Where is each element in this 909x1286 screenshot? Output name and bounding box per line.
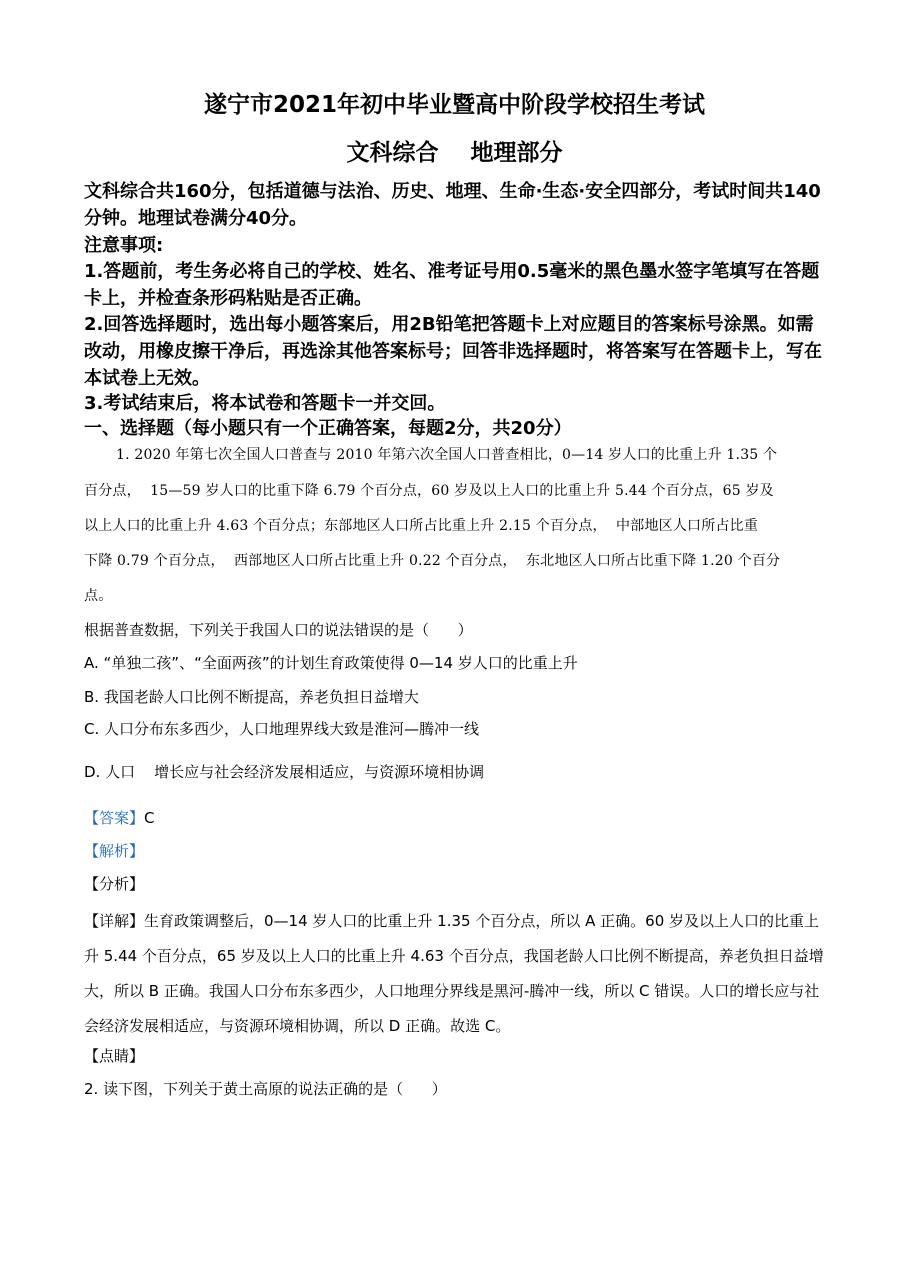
passage-line: 1. 2020 年第七次全国人口普查与 2010 年第六次全国人口普查相比，0—14 岁人口的比重上升 1.35 个 — [116, 447, 778, 463]
note-item-3: 3.考试结束后，将本试卷和答题卡一并交回。 — [84, 393, 446, 414]
notes-heading: 注意事项: — [84, 235, 164, 256]
detail-text: 生育政策调整后，0—14 岁人口的比重上升 1.35 个百分点，所以 A 正确。60 岁及以上人口的比重上升 5.44 个百分点，65 岁及以上人口的比重上升 4.63 个百分点，我国老龄人口比例不断提高，养老负担日益增大，所以 B 正确。我国人口分布东多西少，人口地理分界线是黑河-腾冲一线，所以 C 错误。人口的增长应与社会经济发展相适应，与资源环境相协调，所以 D 正确。故选 C。 — [84, 912, 824, 1035]
exam-title: 遂宁市2021年初中毕业暨高中阶段学校招生考试 — [203, 92, 705, 118]
note-item-2: 2.回答选择题时，选出每小题答案后，用2B铅笔把答题卡上对应题目的答案标号涂黑。如需改动，用橡皮擦干净后，再选涂其他答案标号；回答非选择题时，将答案写在答题卡上，写在本试卷上无效。 — [84, 314, 822, 389]
exam-subtitle: 文科综合 地理部分 — [346, 140, 563, 166]
passage-line: 下降 0.79 个百分点， 西部地区人口所占比重上升 0.22 个百分点， 东北地区人口所占比重下降 1.20 个百分 — [84, 553, 781, 569]
answer-label: 【答案】 — [84, 809, 145, 827]
analysis-label: 【解析】 — [84, 842, 145, 860]
fenxi-label: 【分析】 — [84, 875, 145, 893]
passage-line: 百分点， 15—59 岁人口的比重下降 6.79 个百分点，60 岁及以上人口的比重上升 5.44 个百分点，65 岁及 — [84, 483, 774, 499]
intro-text: 文科综合共160分，包括道德与法治、历史、地理、生命·生态·安全四部分，考试时间共140分钟。地理试卷满分40分。 — [84, 181, 821, 229]
answer-value: C — [144, 809, 155, 827]
passage-line: 点。 — [84, 588, 113, 604]
question-2-stem: 2. 读下图，下列关于黄土高原的说法正确的是（ ） — [84, 1080, 447, 1098]
option-c: C. 人口分布东多西少，人口地理界线大致是淮河—腾冲一线 — [84, 720, 480, 738]
answer-row — [84, 807, 155, 828]
option-b: B. 我国老龄人口比例不断提高，养老负担日益增大 — [84, 688, 419, 706]
detail-paragraph — [84, 904, 829, 1044]
dianjing-label: 【点睛】 — [84, 1047, 145, 1065]
section-heading: 一、选择题（每小题只有一个正确答案，每题2分，共20分） — [84, 418, 572, 439]
option-a: A. “单独二孩”、“全面两孩”的计划生育政策使得 0—14 岁人口的比重上升 — [84, 654, 578, 672]
detail-label: 【详解】 — [84, 912, 145, 930]
note-item-1: 1.答题前，考生务必将自己的学校、姓名、准考证号用0.5毫米的黑色墨水签字笔填写在答题卡上，并检查条形码粘贴是否正确。 — [84, 261, 820, 309]
passage-line: 以上人口的比重上升 4.63 个百分点；东部地区人口所占比重上升 2.15 个百分点， 中部地区人口所占比重 — [84, 518, 759, 534]
question-1-stem: 根据普查数据，下列关于我国人口的说法错误的是（ ） — [84, 621, 473, 639]
option-d: D. 人口 增长应与社会经济发展相适应，与资源环境相协调 — [84, 763, 485, 781]
